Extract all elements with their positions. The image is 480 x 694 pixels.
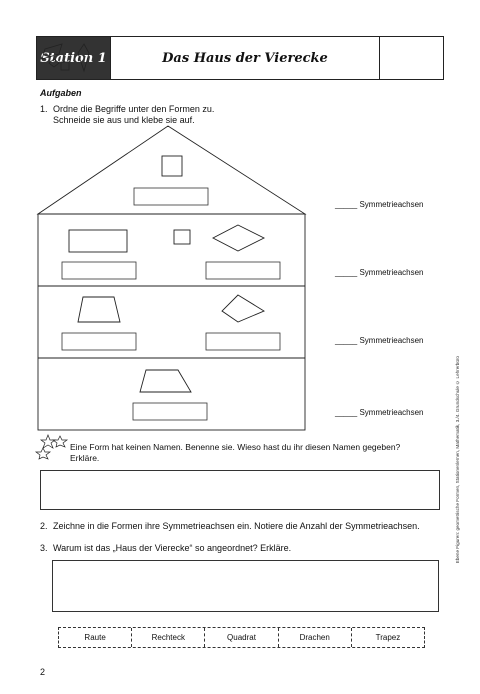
star-task-line-2: Erkläre. [70, 453, 100, 463]
cutout-drachen[interactable]: Drachen [279, 628, 352, 647]
page-number: 2 [40, 667, 46, 677]
answer-box-star-task[interactable] [40, 470, 440, 510]
star-icon [36, 448, 50, 459]
task-1-line-1: Ordne die Begriffe unter den Formen zu. [53, 104, 215, 114]
task-3-number: 3. [40, 543, 48, 553]
cutout-labels [58, 627, 425, 648]
task-1-line-2: Schneide sie aus und klebe sie auf. [53, 115, 195, 125]
star-task-line-1: Eine Form hat keinen Namen. Benenne sie. Wieso hast du ihr diesen Namen gegeben? [70, 442, 401, 452]
symmetry-row-1: _____ Symmetrieachsen [335, 200, 424, 209]
task-2-text: Zeichne in die Formen ihre Symmetrieachsen ein. Notiere die Anzahl der Symmetrieachsen. [53, 521, 420, 531]
station-label: Station 1 [37, 37, 110, 79]
side-credit: Ebene Figuren: geometrische Formen, Stationenlernen, Mathematik, 3./4. Grundschule © Lehrerbüro [455, 356, 460, 564]
worksheet-title: Das Haus der Vierecke [110, 37, 380, 79]
cutout-quadrat[interactable]: Quadrat [205, 628, 278, 647]
star-icon [53, 436, 67, 447]
symmetry-row-2: _____ Symmetrieachsen [335, 268, 424, 277]
task-2-number: 2. [40, 521, 48, 531]
cutout-raute[interactable]: Raute [59, 628, 132, 647]
task-3-text: Warum ist das „Haus der Vierecke“ so angeordnet? Erkläre. [53, 543, 292, 553]
answer-box-task-3[interactable] [52, 560, 439, 612]
symmetry-row-4: _____ Symmetrieachsen [335, 408, 424, 417]
symmetry-row-3: _____ Symmetrieachsen [335, 336, 424, 345]
cutout-trapez[interactable]: Trapez [375, 633, 401, 642]
section-title: Aufgaben [40, 88, 82, 98]
task-1-number: 1. [40, 104, 48, 114]
star-icon [41, 435, 55, 448]
cutout-rechteck[interactable]: Rechteck [132, 628, 205, 647]
